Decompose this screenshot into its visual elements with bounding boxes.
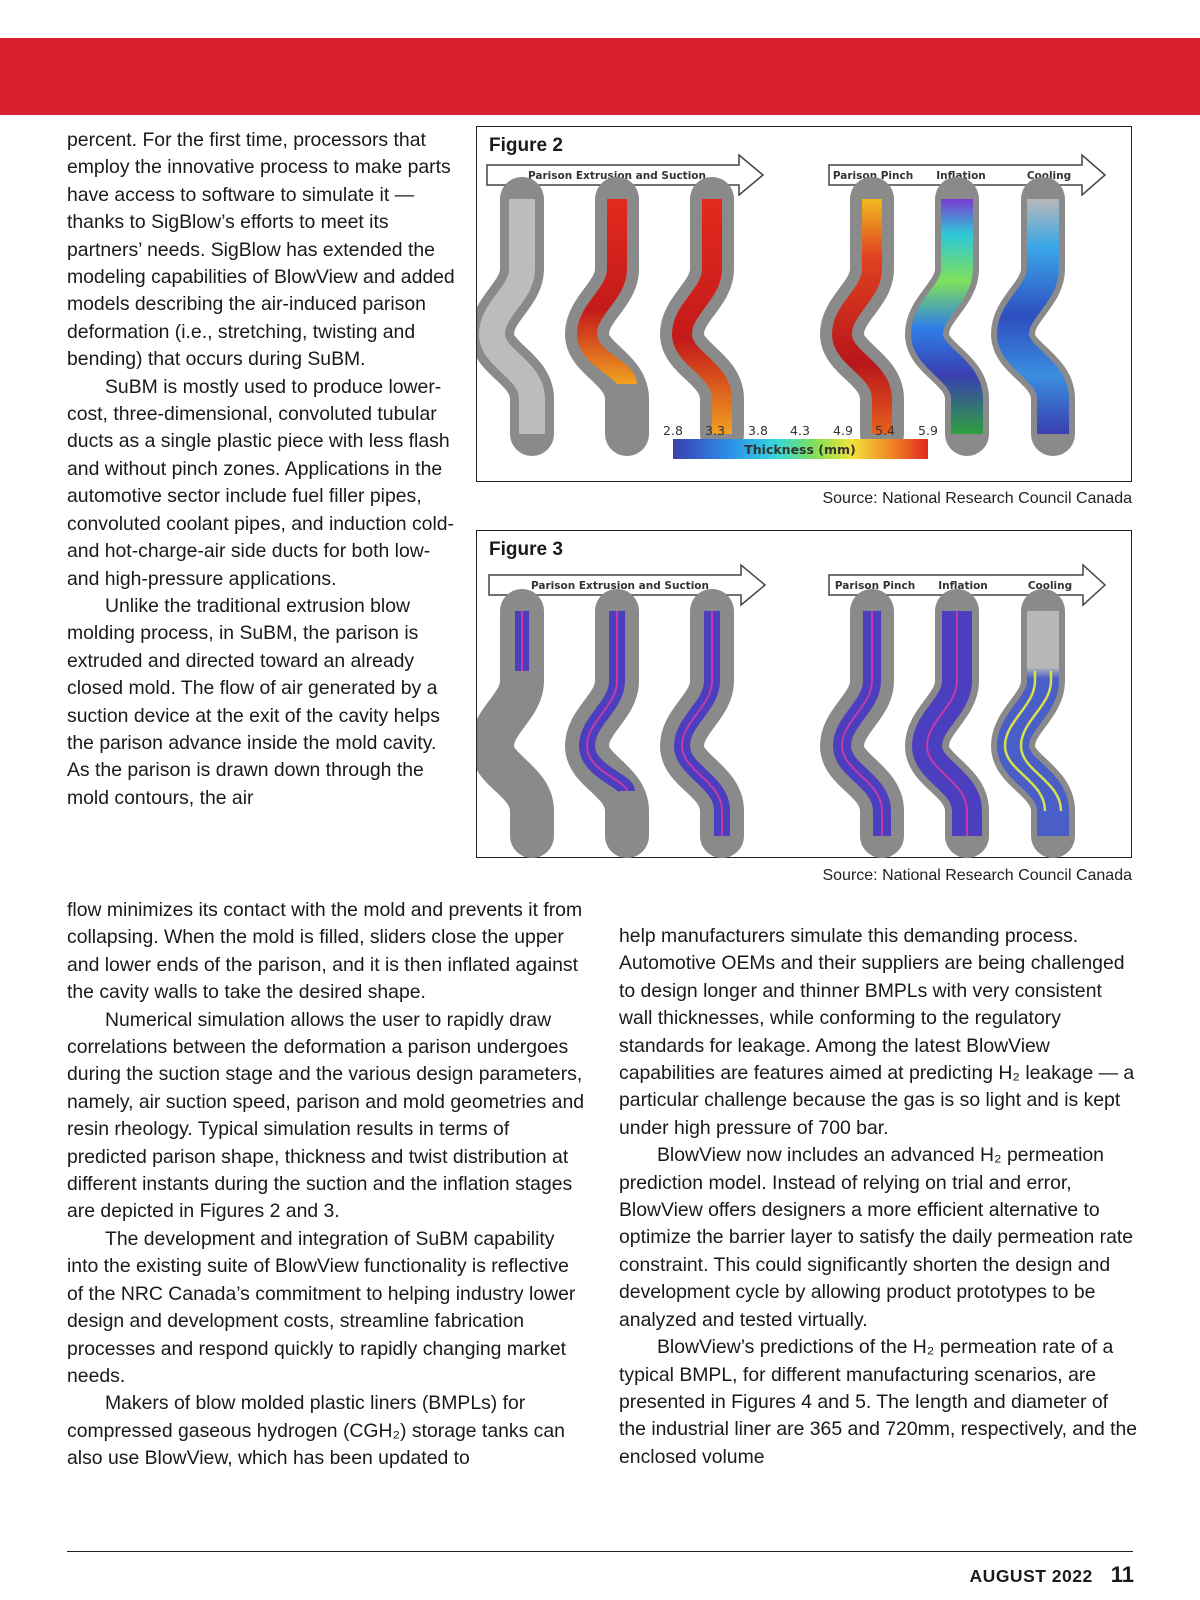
paragraph: BlowView now includes an advanced H₂ permeation prediction model. Instead of relying on trial and error, BlowView offers designers a more efficient alternative to optimize the barrier layer to satisfy the daily permeation rate constraint. This could significantly shorten the design and development cycle by allowing product prototypes to be analyzed and tested virtually. [619,1144,1134,1331]
pipe-simulation [492,199,532,434]
figure-2 [476,126,1132,482]
arrow-label: Parison Extrusion and Suction [528,170,706,182]
pipe-simulation [842,611,882,836]
paragraph: BlowView’s predictions of the H₂ permeation rate of a typical BMPL, for different manufacturing scenarios, are presented in Figures 4 and 5. The length and diameter of the industrial liner are 365 and 720mm, respectively, and the enclosed volume [619,1336,1138,1468]
scale-tick: 4.3 [790,423,810,438]
issue-date: AUGUST 2022 [969,1566,1093,1586]
paragraph: percent. For the first time, processors that employ the innovative process to make parts have access to software to simulate it — thanks to SigBlow’s efforts to meet its partners’ needs. SigBlow has extended the modeling capabilities of BlowView and added models describing the air-induced parison deformation (i.e., stretching, twisting and bending) that occurs during SuBM. [67,129,455,371]
pipe-simulation [682,611,722,836]
pipe-simulation [682,199,722,434]
paragraph: flow minimizes its contact with the mold and prevents it from collapsing. When the mold is filled, sliders close the upper and lower ends of the parison, and it is then inflated against the cavity walls to take the desired shape. [67,899,583,1004]
pipe-simulation [587,611,627,836]
scale-tick: 5.4 [875,423,895,438]
pipe-simulation [1013,199,1053,434]
figure-title: Figure 2 [489,135,563,156]
scale-tick: 3.3 [705,423,725,438]
paragraph: SuBM is mostly used to produce lower-cost, three-dimensional, convoluted tubular ducts as a single plastic piece with less flash and without pinch zones. Applications in the automotive sector include fuel filler pipes, convoluted coolant pipes, and induction cold- and hot-charge-air side ducts for both low- and high-pressure applications. [67,375,454,590]
pipe-simulation [492,611,532,836]
paragraph: The development and integration of SuBM capability into the existing suite of BlowView functionality is reflective of the NRC Canada’s commitment to helping industry lower design and development costs, streamline fabrication processes and respond quickly to rapidly changing market needs. [67,1227,576,1387]
pipe-simulation [587,199,627,434]
article-column-right [619,923,1139,1471]
article-column-left-bottom [67,897,587,1473]
scale-label: Thickness (mm) [744,442,856,457]
scale-tick: 4.9 [833,423,853,438]
arrow-label: Inflation [938,580,988,592]
page-number: 11 [1110,1562,1134,1587]
arrow-label: Parison Pinch [832,170,914,182]
figure-2-graphic [477,127,1133,483]
arrow-label: Cooling [1026,170,1072,182]
scale-tick: 3.8 [748,423,768,438]
scale-tick: 5.9 [918,423,938,438]
paragraph: help manufacturers simulate this demanding process. Automotive OEMs and their suppliers are being challenged to design longer and thinner BMPLs with very consistent wall thicknesses, while conforming to the regulatory standards for leakage. Among the latest BlowView capabilities are features aimed at predicting H₂ leakage — a particular challenge because the gas is so light and is kept under high pressure of 700 bar. [619,925,1135,1139]
article-column-left-top [67,127,459,812]
figure-title: Figure 3 [489,539,563,560]
figure-3 [476,530,1132,858]
figure-3-graphic [477,531,1133,859]
pipe-simulation [842,199,882,434]
footer-divider [67,1551,1133,1552]
paragraph: Makers of blow molded plastic liners (BMPLs) for compressed gaseous hydrogen (CGH₂) storage tanks can also use BlowView, which has been updated to [67,1392,565,1470]
scale-tick: 2.8 [663,423,683,438]
pipe-simulations [492,199,1053,434]
pipe-simulations [492,611,1061,836]
arrow-label: Inflation [936,170,986,182]
arrow-label: Parison Extrusion and Suction [531,580,709,592]
pipe-simulation [927,199,967,434]
paragraph: Unlike the traditional extrusion blow molding process, in SuBM, the parison is extruded and directed toward an already closed mold. The flow of air generated by a suction device at the exit of the cavity helps the parison advance inside the mold cavity. As the parison is drawn down through the mold contours, the air [67,594,440,809]
arrow-label: Parison Pinch [834,580,916,592]
figure-2-source: Source: National Research Council Canada [822,490,1132,507]
arrow-label: Cooling [1027,580,1073,592]
header-color-bar [0,38,1200,115]
pipe-simulation [1005,611,1061,836]
figure-3-source: Source: National Research Council Canada [822,867,1132,884]
paragraph: Numerical simulation allows the user to rapidly draw correlations between the deformation a parison undergoes during the suction stage and the various design parameters, namely, air suction speed, parison and mold geometries and resin rheology. Typical simulation results in terms of predicted parison shape, thickness and twist distribution at different instants during the suction and the inflation stages are depicted in Figures 2 and 3. [67,1008,585,1223]
pipe-simulation [927,611,967,836]
page-footer [970,1562,1134,1588]
